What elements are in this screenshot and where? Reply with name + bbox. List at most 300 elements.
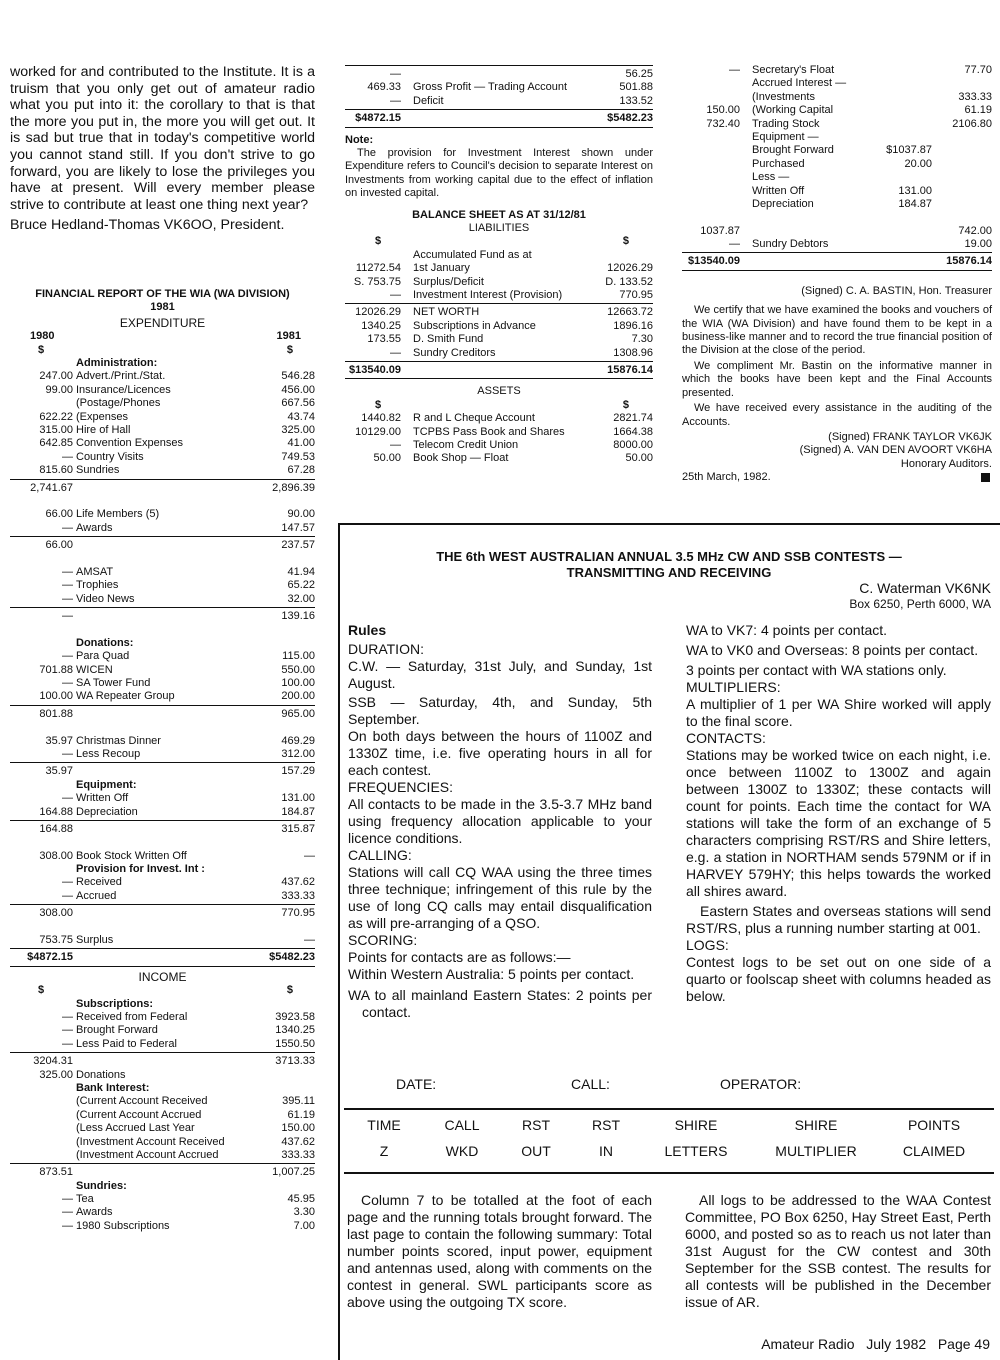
- row-label: Bank Interest:: [76, 1081, 150, 1094]
- value-current-year: 45.95: [287, 1193, 315, 1206]
- table-rule: [10, 479, 315, 480]
- logs-address-paragraph: All logs to be addressed to the WAA Contest Committee, PO Box 6250, Hay Street East, Perth 6000, and posted so as to reach us not later than 31st August for the CW contest and 30th September for the SSB contest. The results for all contests will be published in the December issue of AR.: [685, 1192, 991, 1310]
- table-row: [10, 806, 315, 819]
- table-row: [10, 464, 315, 477]
- table-row: [10, 1180, 315, 1193]
- log-column-header: IN: [599, 1143, 613, 1159]
- value-previous-year: 622.22: [39, 410, 73, 423]
- page-footer: Amateur Radio July 1982 Page 49: [761, 1336, 990, 1352]
- value-current-year: 469.29: [281, 734, 315, 747]
- auditors-para-2: We compliment Mr. Bastin on the informative manner in which the books have been kept and the Final Accounts presented.: [682, 359, 992, 399]
- dollar-sign-1980: $: [38, 343, 45, 356]
- value-previous-year: —: [62, 450, 73, 463]
- row-label: Insurance/Licences: [76, 383, 171, 396]
- contacts-text: Stations may be worked twice on each night, i.e. once between 1100Z to 1300Z and again between 1300Z to 1330Z; these contacts will count for points. Each time the contact for WA stations will take the form of an exchange of 5 characters comprising RST/RS and Shire letters, e.g. a station in NORTHAM sends 579NM or if in HARVEY 579HY; this helps towards the worked all shires award.: [686, 747, 991, 899]
- table-row: [682, 91, 992, 104]
- scoring-vk0: WA to VK0 and Overseas: 8 points per contact.: [686, 642, 979, 658]
- value-previous-year: —: [62, 1037, 73, 1050]
- value-current-year: 325.00: [281, 423, 315, 436]
- row-label: Less —: [752, 171, 790, 184]
- multipliers-text: A multiplier of 1 per WA Shire worked will apply to the final score.: [686, 696, 991, 729]
- table-row: [345, 112, 653, 125]
- log-column-header: SHIRE: [674, 1117, 718, 1133]
- row-label: Book Stock Written Off: [76, 849, 187, 862]
- rules-heading: Rules: [348, 622, 387, 638]
- table-row: [10, 748, 315, 761]
- table-rule: [345, 65, 653, 66]
- table-rule: [10, 966, 315, 967]
- value-current-year: 2106.80: [952, 117, 992, 130]
- table-row: [10, 1011, 315, 1024]
- row-label: Life Members (5): [76, 508, 160, 521]
- row-label: WICEN: [76, 663, 113, 676]
- value-current-year: —: [304, 849, 315, 862]
- table-row: [10, 424, 315, 437]
- log-column-header: CLAIMED: [902, 1143, 966, 1159]
- table-rule: [10, 904, 315, 905]
- table-row: [10, 934, 315, 947]
- value-subtotal: 131.00: [898, 184, 932, 197]
- table-row: [682, 255, 992, 268]
- row-label: (Postage/Phones: [76, 397, 161, 410]
- table-row: [10, 779, 315, 792]
- table-rule: [10, 820, 315, 821]
- row-label: (Current Account Accrued: [76, 1108, 202, 1121]
- row-label: Accrued Interest —: [752, 77, 847, 90]
- value-previous-year: —: [390, 438, 401, 451]
- value-current-year: 437.62: [281, 1135, 315, 1148]
- row-label: (Investments: [752, 90, 815, 103]
- value-current-year: 50.00: [625, 452, 653, 465]
- value-previous-year: 11272.54: [355, 262, 401, 275]
- log-column-headers: [344, 1117, 994, 1167]
- intro-paragraph: worked for and contributed to the Institute. It is a truism that you only get out of amateur radio what you put into it: the corollary to that is that the more you put in, the more you will get out. It is sad but true that in today's competitive world you cannot stand still. If you don't strive to go forward, you are likely to lose the privileges you have at present. Will every member please strive to contribute at least one thing next year?: [10, 64, 315, 213]
- value-current-year: D. 133.52: [605, 275, 653, 288]
- table-row: [10, 1024, 315, 1037]
- table-row: [10, 690, 315, 703]
- row-label: Accumulated Fund as at: [413, 248, 532, 261]
- value-previous-year: 308.00: [39, 849, 73, 862]
- value-current-year: 15876.14: [607, 363, 653, 376]
- table-row: [682, 144, 992, 157]
- value-previous-year: 325.00: [39, 1068, 73, 1081]
- row-label: Equipment —: [752, 130, 819, 143]
- value-current-year: 1,007.25: [272, 1166, 315, 1179]
- table-row: [10, 552, 315, 565]
- liab-dollar-row: [345, 235, 653, 248]
- expenditure-heading: EXPENDITURE: [119, 315, 206, 330]
- table-row: [10, 836, 315, 849]
- table-rule: [682, 270, 992, 271]
- row-label: (Investment Account Received: [76, 1135, 225, 1148]
- value-current-year: 200.00: [281, 690, 315, 703]
- log-call-label: CALL:: [571, 1076, 610, 1092]
- contest-title: [345, 549, 993, 581]
- table-row: [10, 411, 315, 424]
- scoring-wa-only: 3 points per contact with WA stations only.: [686, 662, 947, 678]
- table-row: [10, 792, 315, 805]
- auditors-para-1: We certify that we have examined the books and vouchers of the WIA (WA Division) and have found them to be kept in a business-like manner and to record the true financial position of the Division at the close of the period.: [682, 304, 992, 357]
- value-previous-year: —: [729, 64, 740, 76]
- table-row: [345, 68, 653, 81]
- table-row: [682, 211, 992, 224]
- table-row: [345, 426, 653, 439]
- value-previous-year: $13540.09: [688, 255, 740, 268]
- table-rule: [10, 1052, 315, 1053]
- value-current-year: 184.87: [281, 805, 315, 818]
- president-closing-text: [10, 64, 315, 234]
- value-previous-year: —: [62, 565, 73, 578]
- dollar-sign-1980: $: [375, 235, 382, 248]
- table-row: [10, 579, 315, 592]
- value-previous-year: —: [390, 68, 401, 80]
- table-rule: [10, 607, 315, 608]
- table-rule: [10, 536, 315, 537]
- value-current-year: 1664.38: [613, 425, 653, 438]
- value-previous-year: 315.00: [39, 423, 73, 436]
- row-label: Trophies: [76, 579, 119, 592]
- table-rule: [345, 361, 653, 362]
- value-previous-year: 642.85: [39, 437, 73, 450]
- value-previous-year: —: [62, 1193, 73, 1206]
- row-label: Received from Federal: [76, 1010, 188, 1023]
- table-row: [10, 1095, 315, 1108]
- table-row: [682, 118, 992, 131]
- row-label: Depreciation: [752, 197, 814, 210]
- value-current-year: 546.28: [281, 370, 315, 383]
- table-row: [345, 276, 653, 289]
- log-column-header: OUT: [521, 1143, 551, 1159]
- value-previous-year: —: [390, 94, 401, 107]
- row-label: Secretary's Float: [752, 64, 835, 76]
- row-label: Country Visits: [76, 450, 144, 463]
- value-previous-year: 35.97: [45, 765, 73, 778]
- table-row: [682, 171, 992, 184]
- table-row: [10, 951, 315, 964]
- row-label: Administration:: [76, 357, 158, 369]
- financial-report-year: 1981: [150, 301, 175, 314]
- row-label: D. Smith Fund: [413, 333, 484, 346]
- log-column-header: Z: [379, 1143, 389, 1159]
- value-current-year: 437.62: [281, 876, 315, 889]
- row-label: (Working Capital: [752, 104, 834, 117]
- value-previous-year: —: [390, 288, 401, 301]
- value-previous-year: 66.00: [45, 539, 73, 552]
- table-rule: [682, 252, 992, 253]
- value-current-year: 7.00: [293, 1219, 315, 1232]
- row-label: Surplus/Deficit: [413, 275, 484, 288]
- scoring-vk7: WA to VK7: 4 points per contact.: [686, 622, 888, 638]
- value-previous-year: 164.88: [39, 822, 73, 835]
- value-previous-year: —: [62, 747, 73, 760]
- row-label: Sundry Debtors: [752, 238, 829, 251]
- table-rule: [345, 127, 653, 128]
- value-current-year: 770.95: [281, 907, 315, 920]
- col-1981-label: 1981: [276, 330, 301, 343]
- row-label: Awards: [76, 1206, 113, 1219]
- column-seven-text: [347, 1192, 652, 1311]
- assets-heading: ASSETS: [477, 385, 521, 398]
- contest-rules-col-1: [348, 622, 652, 1021]
- contest-rules-col-2: [686, 622, 991, 1005]
- end-mark-icon: [981, 473, 990, 482]
- value-current-year: 43.74: [287, 410, 315, 423]
- row-label: Less Recoup: [76, 747, 141, 760]
- table-rule: [10, 762, 315, 763]
- value-previous-year: 10129.00: [355, 425, 401, 438]
- value-previous-year: —: [62, 592, 73, 605]
- value-previous-year: 732.40: [706, 117, 740, 130]
- note-label: Note:: [345, 133, 374, 146]
- table-row: [10, 998, 315, 1011]
- value-previous-year: $13540.09: [349, 363, 401, 376]
- table-row: [682, 158, 992, 171]
- value-previous-year: 35.97: [45, 734, 73, 747]
- table-rule: [10, 1163, 315, 1164]
- value-current-year: 333.33: [281, 889, 315, 902]
- value-previous-year: 308.00: [39, 907, 73, 920]
- table-row: [10, 437, 315, 450]
- assets-table: [345, 412, 653, 466]
- value-current-year: 115.00: [282, 650, 315, 663]
- table-row: [10, 610, 315, 623]
- value-previous-year: 99.00: [45, 383, 73, 396]
- value-previous-year: 2,741.67: [30, 481, 73, 494]
- value-current-year: 1896.16: [613, 319, 653, 332]
- value-previous-year: 50.00: [373, 452, 401, 465]
- log-column-header: SHIRE: [794, 1117, 838, 1133]
- audit-date-row: [682, 471, 992, 484]
- value-current-year: 41.00: [287, 437, 315, 450]
- table-row: [10, 1166, 315, 1179]
- income-dollar-row: [10, 984, 315, 997]
- scoring-mainland: WA to all mainland Eastern States: 2 points per contact.: [348, 987, 652, 1020]
- value-current-year: 965.00: [281, 707, 315, 720]
- audit-date: 25th March, 1982.: [682, 471, 771, 484]
- value-current-year: 667.56: [281, 397, 315, 410]
- scoring-within-wa: Within Western Australia: 5 points per contact.: [348, 966, 635, 982]
- frequencies-text: All contacts to be made in the 3.5-3.7 MHz band using frequency allocation applicable to your licence conditions.: [348, 796, 652, 846]
- row-label: Sundry Creditors: [413, 346, 496, 359]
- row-label: Subscriptions in Advance: [413, 319, 536, 332]
- table-row: [10, 677, 315, 690]
- table-row: [10, 593, 315, 606]
- row-label: Book Shop — Float: [413, 452, 509, 465]
- table-row: [10, 397, 315, 410]
- scoring-text: Points for contacts are as follows:—: [348, 949, 571, 965]
- row-label: Accrued: [76, 889, 117, 902]
- row-label: Subscriptions:: [76, 997, 154, 1010]
- auditor-signature-2: (Signed) A. VAN DEN AVOORT VK6HA: [799, 444, 992, 457]
- dollar-sign-1981: $: [622, 398, 629, 411]
- value-previous-year: —: [62, 521, 73, 534]
- value-current-year: 90.00: [287, 508, 315, 521]
- auditor-signature-1: (Signed) FRANK TAYLOR VK6JK: [828, 430, 992, 443]
- author-name: C. Waterman VK6NK: [859, 580, 991, 596]
- logs-address-text: [685, 1192, 991, 1311]
- log-column-header: RST: [522, 1117, 550, 1133]
- value-current-year: 12026.29: [607, 262, 653, 275]
- value-current-year: $5482.23: [607, 112, 653, 125]
- value-previous-year: —: [62, 792, 73, 805]
- value-previous-year: —: [62, 650, 73, 663]
- value-previous-year: 469.33: [367, 81, 401, 94]
- table-row: [345, 262, 653, 275]
- table-row: [10, 370, 315, 383]
- contacts-heading: CONTACTS:: [686, 730, 766, 746]
- table-row: [10, 495, 315, 508]
- value-previous-year: 3204.31: [33, 1055, 73, 1068]
- table-row: [682, 185, 992, 198]
- value-current-year: 61.19: [287, 1108, 315, 1121]
- contest-byline: [849, 580, 991, 612]
- row-label: Received: [76, 876, 122, 889]
- row-label: R and L Cheque Account: [413, 412, 535, 425]
- value-previous-year: —: [62, 610, 73, 623]
- value-current-year: 65.22: [287, 579, 315, 592]
- deficit-table: [345, 65, 653, 128]
- value-previous-year: 247.00: [39, 370, 73, 383]
- table-row: [345, 333, 653, 346]
- table-row: [345, 347, 653, 360]
- ssb-dates: SSB — Saturday, 4th, and Sunday, 5th September.: [348, 694, 652, 727]
- row-label: (Expenses: [76, 410, 128, 423]
- calling-text: Stations will call CQ WAA using the three times three technique; infringement of this rule by the use of long CQ calls may entail disqualification as will pre-arranging of a QSO.: [348, 864, 652, 931]
- row-label: (Less Accrued Last Year: [76, 1122, 195, 1135]
- table-row: [10, 921, 315, 934]
- value-previous-year: 100.00: [39, 690, 73, 703]
- value-current-year: 12663.72: [607, 306, 653, 319]
- value-current-year: 550.00: [281, 663, 315, 676]
- calling-heading: CALLING:: [348, 847, 412, 863]
- table-row: [10, 566, 315, 579]
- table-row: [10, 482, 315, 495]
- value-current-year: 312.00: [281, 747, 315, 760]
- table-row: [682, 64, 992, 77]
- row-label: Convention Expenses: [76, 437, 184, 450]
- row-label: Awards: [76, 521, 113, 534]
- dollar-sign-1980: $: [38, 984, 45, 997]
- table-row: [10, 664, 315, 677]
- income-table: [10, 998, 315, 1234]
- year-header-row: [10, 330, 315, 343]
- table-row: [10, 522, 315, 535]
- row-label: Sundries: [76, 464, 120, 477]
- row-label: Donations: [76, 1068, 126, 1081]
- row-label: Written Off: [76, 792, 129, 805]
- treasurer-signature: (Signed) C. A. BASTIN, Hon. Treasurer: [801, 284, 992, 297]
- row-label: Investment Interest (Provision): [413, 288, 563, 301]
- row-label: Brought Forward: [76, 1024, 158, 1037]
- multipliers-heading: MULTIPLIERS:: [686, 679, 781, 695]
- dollar-sign-1980: $: [375, 398, 382, 411]
- row-label: Advert./Print./Stat.: [76, 370, 166, 383]
- value-current-year: —: [304, 934, 315, 947]
- log-column-header: WKD: [445, 1143, 479, 1159]
- president-signature: Bruce Hedland-Thomas VK6OO, President.: [10, 217, 285, 234]
- value-current-year: 3923.58: [275, 1010, 315, 1023]
- table-row: [10, 863, 315, 876]
- table-row: [345, 452, 653, 465]
- row-label: 1st January: [413, 262, 470, 275]
- table-row: [345, 289, 653, 302]
- scoring-heading: SCORING:: [348, 932, 418, 948]
- row-label: Purchased: [752, 157, 805, 170]
- table-row: [10, 508, 315, 521]
- value-previous-year: $4872.15: [27, 951, 73, 964]
- row-label: (Current Account Received: [76, 1095, 208, 1108]
- value-subtotal: $1037.87: [886, 144, 932, 157]
- cw-dates: C.W. — Saturday, 31st July, and Sunday, 1st August.: [348, 658, 652, 691]
- table-row: [10, 876, 315, 889]
- table-row: [10, 823, 315, 836]
- row-label: Equipment:: [76, 778, 137, 791]
- value-current-year: 749.53: [281, 450, 315, 463]
- log-operator-label: OPERATOR:: [720, 1076, 802, 1092]
- note-block: [345, 134, 653, 201]
- value-current-year: 2,896.39: [272, 481, 315, 494]
- dollar-sign-1981: $: [622, 235, 629, 248]
- value-current-year: 333.33: [958, 90, 992, 103]
- value-previous-year: —: [62, 889, 73, 902]
- financial-report-right: [682, 64, 992, 485]
- auditors-statement: [682, 304, 992, 429]
- value-current-year: 333.33: [281, 1148, 315, 1161]
- table-row: [345, 249, 653, 262]
- row-label: Hire of Hall: [76, 423, 131, 436]
- table-row: [10, 1149, 315, 1162]
- row-label: WA Repeater Group: [76, 690, 175, 703]
- log-date-label: DATE:: [396, 1076, 437, 1092]
- table-row: [10, 623, 315, 636]
- row-label: Deficit: [413, 94, 444, 107]
- value-current-year: 61.19: [964, 104, 992, 117]
- table-rule: [345, 109, 653, 110]
- value-current-year: 8000.00: [613, 438, 653, 451]
- row-label: Brought Forward: [752, 144, 834, 157]
- author-address: Box 6250, Perth 6000, WA: [849, 597, 991, 611]
- value-previous-year: —: [62, 1024, 73, 1037]
- value-previous-year: 1037.87: [700, 224, 740, 237]
- value-previous-year: 701.88: [39, 663, 73, 676]
- value-current-year: 15876.14: [946, 255, 992, 268]
- auditors-title: Honorary Auditors.: [900, 457, 992, 470]
- log-column-header: LETTERS: [664, 1143, 728, 1159]
- table-row: [10, 765, 315, 778]
- row-label: SA Tower Fund: [76, 676, 151, 689]
- table-row: [10, 637, 315, 650]
- dollar-sign-1981: $: [286, 984, 293, 997]
- row-label: Sundries:: [76, 1179, 127, 1192]
- frequencies-heading: FREQUENCIES:: [348, 779, 454, 795]
- financial-report-title: FINANCIAL REPORT OF THE WIA (WA DIVISION): [35, 288, 290, 300]
- table-row: [10, 721, 315, 734]
- table-row: [345, 95, 653, 108]
- row-label: Telecom Credit Union: [413, 438, 519, 451]
- value-current-year: 67.28: [287, 464, 315, 477]
- log-column-header: MULTIPLIER: [775, 1143, 857, 1159]
- table-row: [345, 81, 653, 94]
- value-previous-year: —: [62, 676, 73, 689]
- table-row: [345, 364, 653, 377]
- row-label: AMSAT: [76, 565, 114, 578]
- value-current-year: 77.70: [964, 64, 992, 76]
- value-current-year: 742.00: [958, 224, 992, 237]
- value-current-year: 41.94: [287, 565, 315, 578]
- value-previous-year: 801.88: [39, 707, 73, 720]
- row-label: Donations:: [76, 636, 134, 649]
- value-current-year: 3713.33: [275, 1055, 315, 1068]
